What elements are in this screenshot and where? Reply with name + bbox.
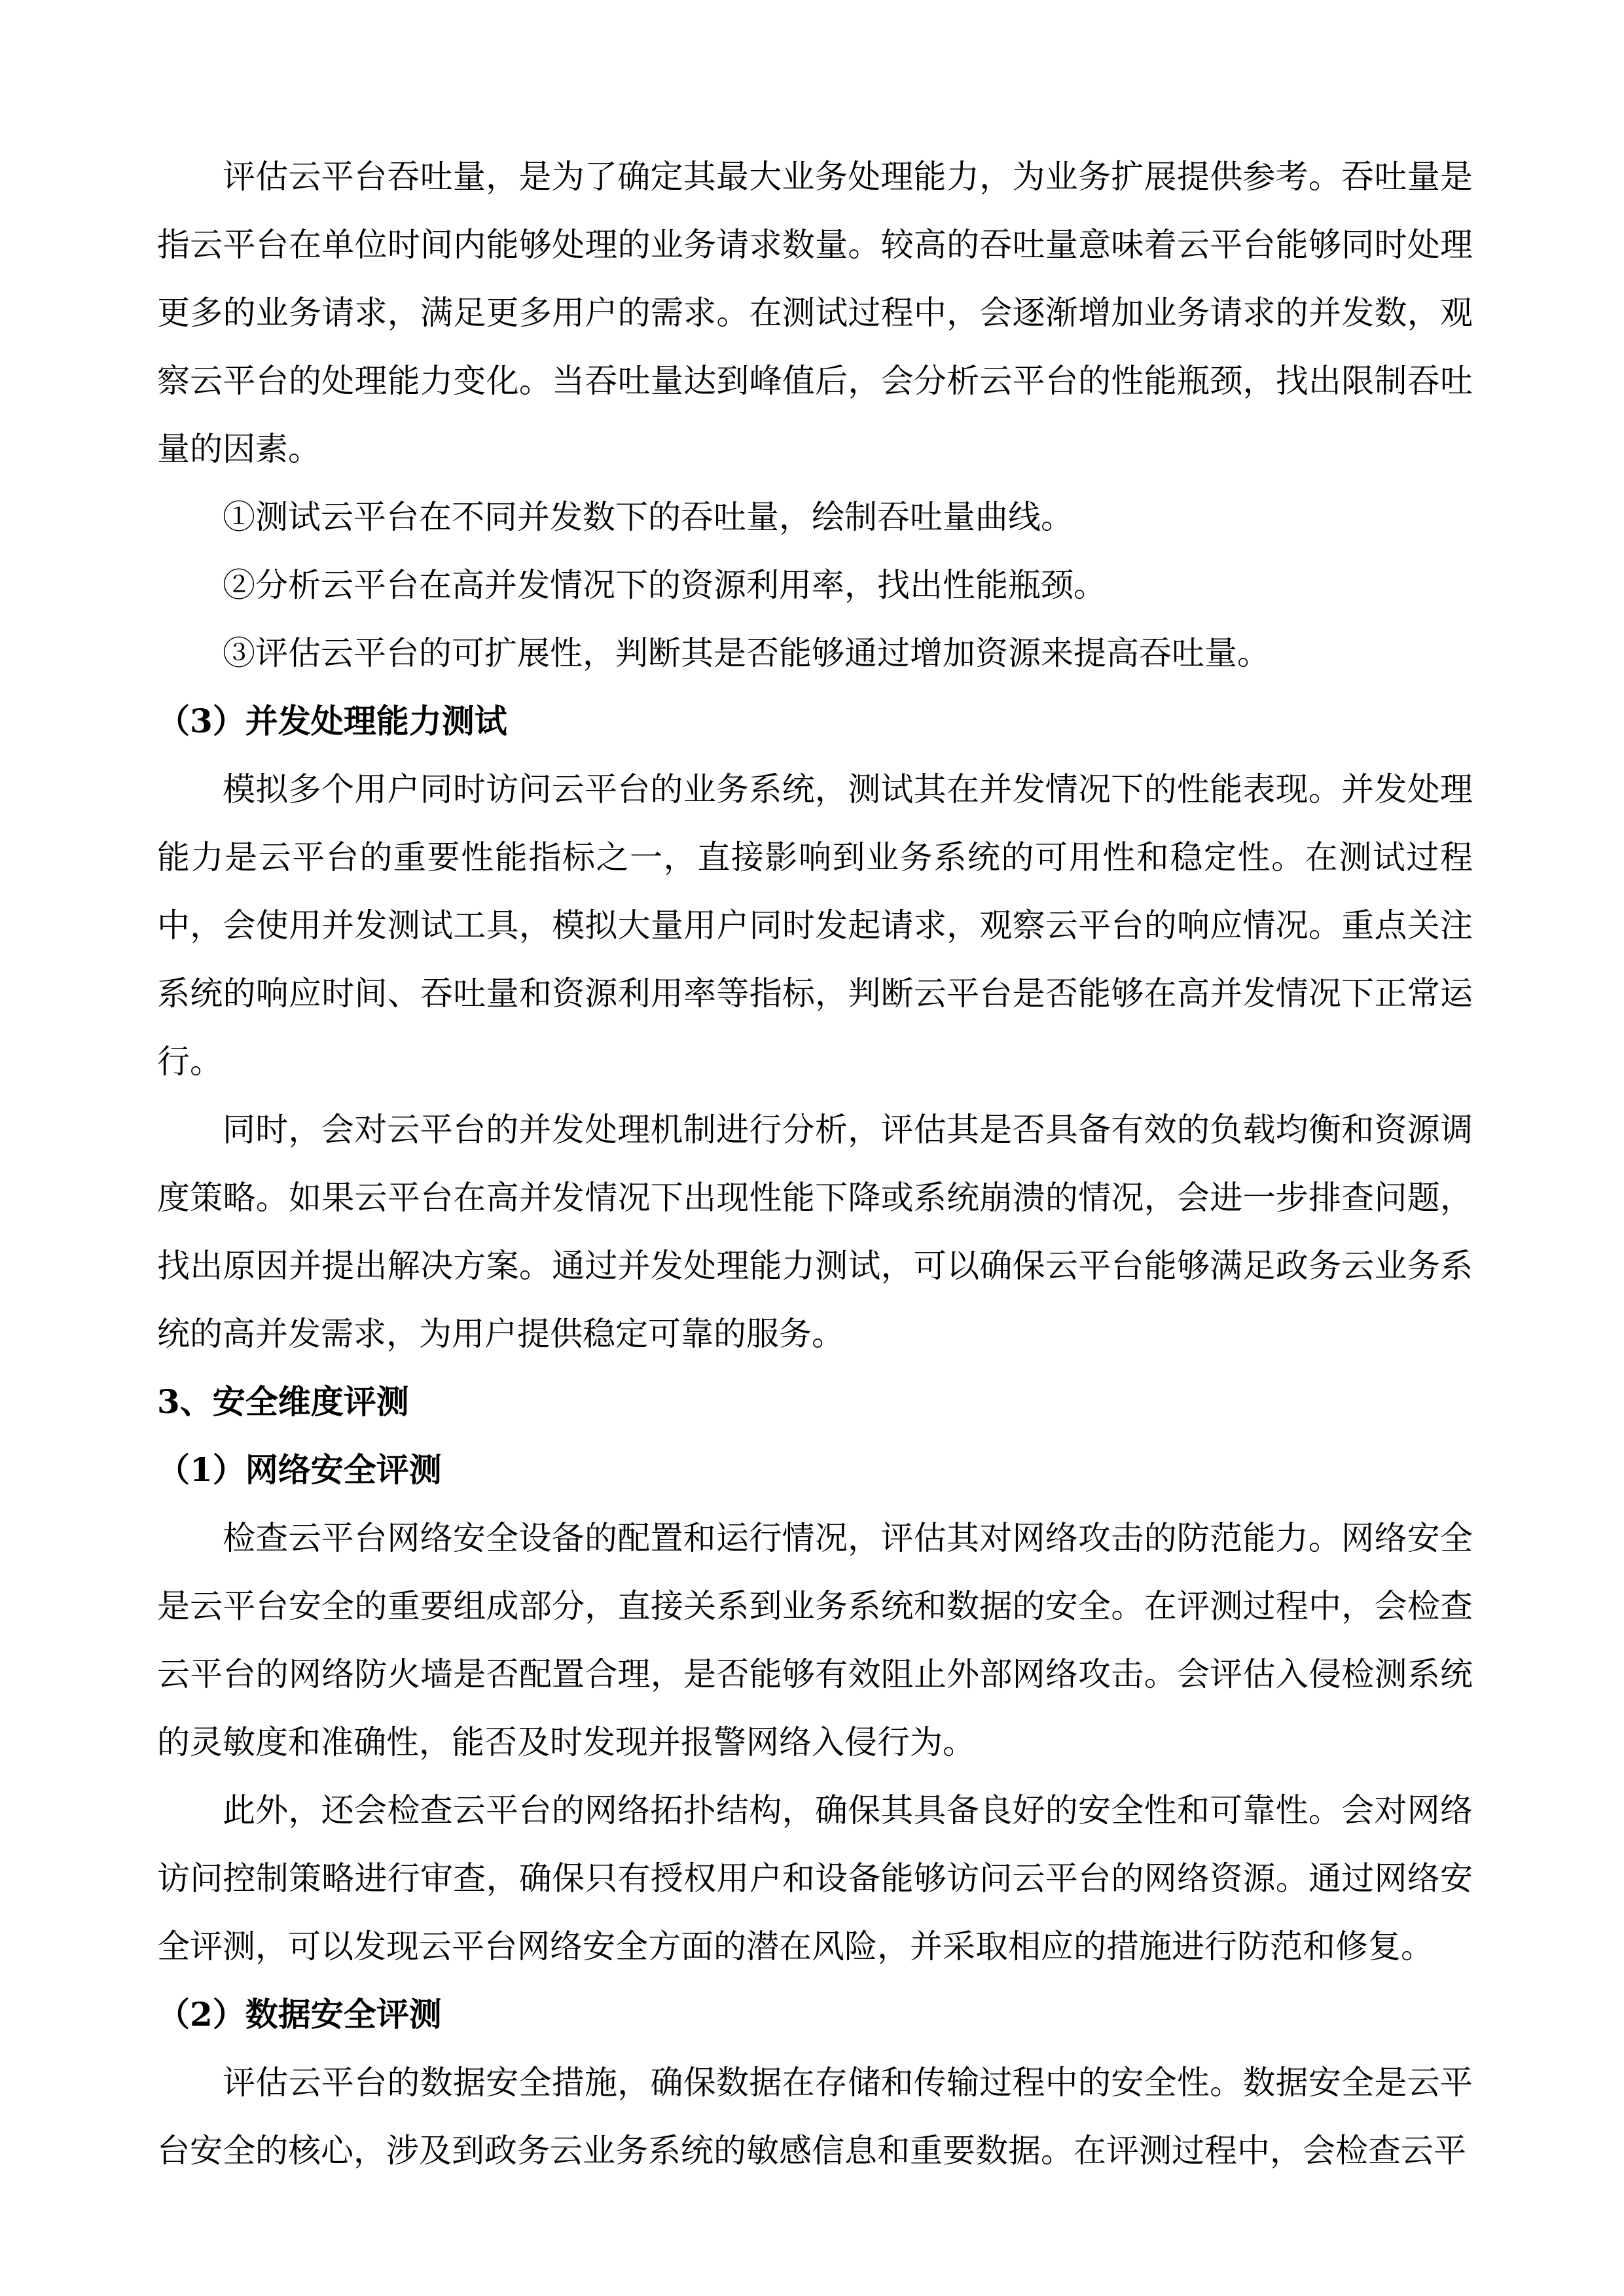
list-item: ②分析云平台在高并发情况下的资源利用率，找出性能瓶颈。 — [223, 566, 1106, 604]
heading-data-security: （2）数据安全评测 — [157, 1995, 442, 2034]
list-item: ①测试云平台在不同并发数下的吞吐量，绘制吞吐量曲线。 — [223, 498, 1074, 536]
paragraph-concurrency-mechanism: 同时，会对云平台的并发处理机制进行分析，评估其是否具备有效的负载均衡和资源调度策略。如果云平台在高并发情况下出现性能下降或系统崩溃的情况，会进一步排查问题，找出原因并提出解决方案。通过并发处理能力测试，可以确保云平台能够满足政务云业务系统的高并发需求，为用户提供稳定可靠的服务。 — [157, 1111, 1473, 1353]
paragraph-network-topology: 此外，还会检查云平台的网络拓扑结构，确保其具备良好的安全性和可靠性。会对网络访问控制策略进行审查，确保只有授权用户和设备能够访问云平台的网络资源。通过网络安全评测，可以发现云平台网络安全方面的潜在风险，并采取相应的措施进行防范和修复。 — [157, 1791, 1473, 1965]
heading-security-dimension: 3、安全维度评测 — [157, 1382, 409, 1421]
heading-network-security: （1）网络安全评测 — [157, 1450, 442, 1489]
paragraph-data-security: 评估云平台的数据安全措施，确保数据在存储和传输过程中的安全性。数据安全是云平台安全的核心，涉及到政务云业务系统的敏感信息和重要数据。在评测过程中，会检查云平 — [157, 2064, 1473, 2170]
heading-concurrency-test: （3）并发处理能力测试 — [157, 702, 507, 740]
list-item: ③评估云平台的可扩展性，判断其是否能够通过增加资源来提高吞吐量。 — [223, 634, 1270, 672]
paragraph-network-security: 检查云平台网络安全设备的配置和运行情况，评估其对网络攻击的防范能力。网络安全是云平台安全的重要组成部分，直接关系到业务系统和数据的安全。在评测过程中，会检查云平台的网络防火墙是否配置合理，是否能够有效阻止外部网络攻击。会评估入侵检测系统的灵敏度和准确性，能否及时发现并报警网络入侵行为。 — [157, 1519, 1473, 1761]
paragraph-concurrency: 模拟多个用户同时访问云平台的业务系统，测试其在并发情况下的性能表现。并发处理能力是云平台的重要性能指标之一，直接影响到业务系统的可用性和稳定性。在测试过程中，会使用并发测试工具，模拟大量用户同时发起请求，观察云平台的响应情况。重点关注系统的响应时间、吞吐量和资源利用率等指标，判断云平台是否能够在高并发情况下正常运行。 — [157, 770, 1473, 1081]
document-page — [157, 143, 1473, 2185]
paragraph-throughput: 评估云平台吞吐量，是为了确定其最大业务处理能力，为业务扩展提供参考。吞吐量是指云平台在单位时间内能够处理的业务请求数量。较高的吞吐量意味着云平台能够同时处理更多的业务请求，满足更多用户的需求。在测试过程中，会逐渐增加业务请求的并发数，观察云平台的处理能力变化。当吞吐量达到峰值后，会分析云平台的性能瓶颈，找出限制吞吐量的因素。 — [157, 158, 1473, 468]
